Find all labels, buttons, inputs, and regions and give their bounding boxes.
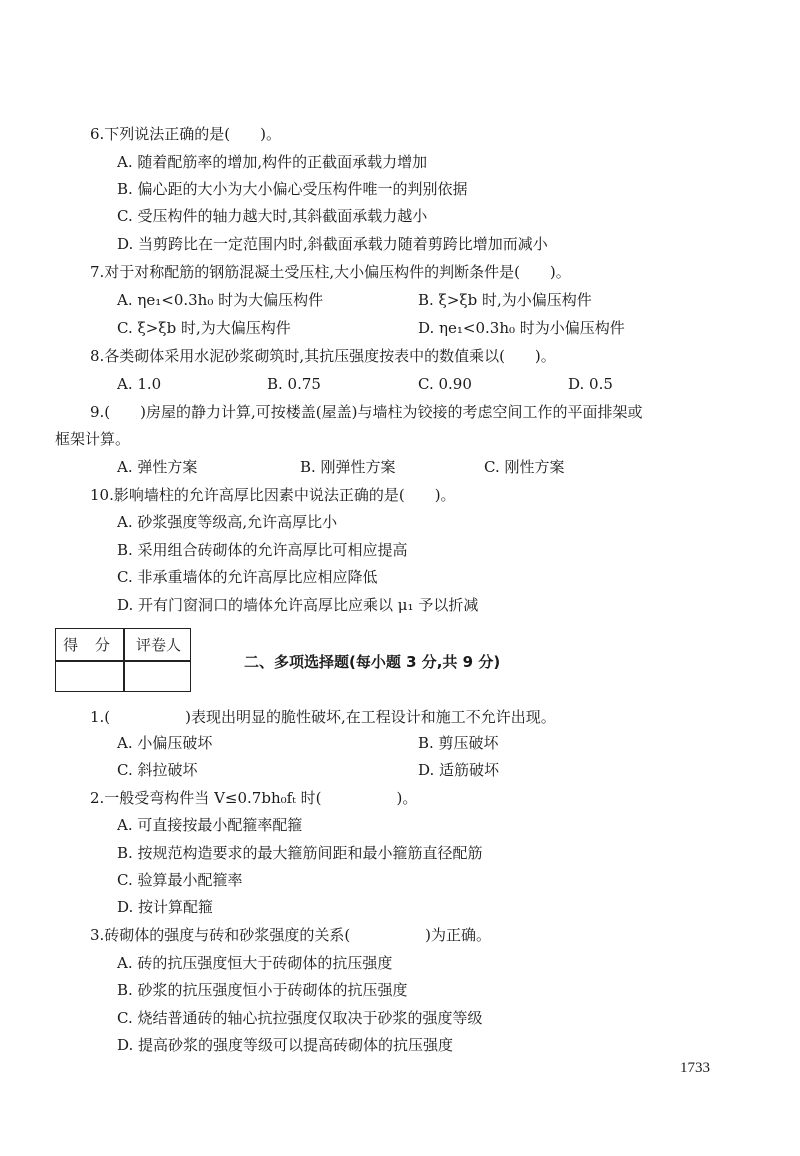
q8-option-b: B. 0.75 xyxy=(267,375,321,393)
q10-option-a: A. 砂浆强度等级高,允许高厚比小 xyxy=(117,513,338,531)
q7-option-d: D. ηe₁<0.3h₀ 时为小偏压构件 xyxy=(418,319,625,337)
mq1-option-b: B. 剪压破坏 xyxy=(418,734,499,752)
mq1-stem: 1.( )表现出明显的脆性破坏,在工程设计和施工不允许出现。 xyxy=(90,708,556,726)
q9-option-a: A. 弹性方案 xyxy=(117,458,198,476)
mq1-option-a: A. 小偏压破坏 xyxy=(117,734,213,752)
q6-option-a: A. 随着配筋率的增加,构件的正截面承载力增加 xyxy=(117,153,428,171)
mq2-stem: 2.一般受弯构件当 V≤0.7bh₀fₜ 时( )。 xyxy=(90,789,418,807)
mq3-option-a: A. 砖的抗压强度恒大于砖砌体的抗压强度 xyxy=(117,954,393,972)
q8-stem: 8.各类砌体采用水泥砂浆砌筑时,其抗压强度按表中的数值乘以( )。 xyxy=(90,347,556,365)
q8-option-d: D. 0.5 xyxy=(568,375,613,393)
grader-header: 评卷人 xyxy=(135,636,181,654)
q7-option-a: A. ηe₁<0.3h₀ 时为大偏压构件 xyxy=(117,291,324,309)
q6-option-c: C. 受压构件的轴力越大时,其斜截面承载力越小 xyxy=(117,207,428,225)
mq1-option-d: D. 适筋破坏 xyxy=(418,761,500,779)
q9-option-c: C. 刚性方案 xyxy=(484,458,565,476)
q6-option-d: D. 当剪跨比在一定范围内时,斜截面承载力随着剪跨比增加而减小 xyxy=(117,235,548,253)
q7-option-c: C. ξ>ξb 时,为大偏压构件 xyxy=(117,319,291,337)
table-divider-horizontal xyxy=(56,660,190,662)
section-title: 二、多项选择题(每小题 3 分,共 9 分) xyxy=(244,653,501,671)
q8-option-c: C. 0.90 xyxy=(418,375,472,393)
q7-stem: 7.对于对称配筋的钢筋混凝土受压柱,大小偏压构件的判断条件是( )。 xyxy=(90,263,571,281)
mq2-option-b: B. 按规范构造要求的最大箍筋间距和最小箍筋直径配筋 xyxy=(117,844,483,862)
q10-option-b: B. 采用组合砖砌体的允许高厚比可相应提高 xyxy=(117,541,408,559)
mq3-option-b: B. 砂浆的抗压强度恒小于砖砌体的抗压强度 xyxy=(117,981,408,999)
mq3-option-d: D. 提高砂浆的强度等级可以提高砖砌体的抗压强度 xyxy=(117,1036,454,1054)
q9-option-b: B. 刚弹性方案 xyxy=(300,458,396,476)
mq3-option-c: C. 烧结普通砖的轴心抗拉强度仅取决于砂浆的强度等级 xyxy=(117,1009,483,1027)
mq2-option-d: D. 按计算配箍 xyxy=(117,898,214,916)
q10-option-c: C. 非承重墙体的允许高厚比应相应降低 xyxy=(117,568,378,586)
q6-stem: 6.下列说法正确的是( )。 xyxy=(90,125,282,143)
q10-stem: 10.影响墙柱的允许高厚比因素中说法正确的是( )。 xyxy=(90,486,456,504)
page-number: 1733 xyxy=(680,1060,710,1076)
mq1-option-c: C. 斜拉破坏 xyxy=(117,761,198,779)
q10-option-d: D. 开有门窗洞口的墙体允许高厚比应乘以 μ₁ 予以折减 xyxy=(117,596,479,614)
mq3-stem: 3.砖砌体的强度与砖和砂浆强度的关系( )为正确。 xyxy=(90,926,492,944)
q8-option-a: A. 1.0 xyxy=(117,375,162,393)
mq2-option-a: A. 可直接按最小配箍率配箍 xyxy=(117,816,303,834)
q7-option-b: B. ξ>ξb 时,为小偏压构件 xyxy=(418,291,592,309)
score-table xyxy=(55,628,191,692)
mq2-option-c: C. 验算最小配箍率 xyxy=(117,871,243,889)
q6-option-b: B. 偏心距的大小为大小偏心受压构件唯一的判别依据 xyxy=(117,180,468,198)
q9-stem-line1: 9.( )房屋的静力计算,可按楼盖(屋盖)与墙柱为铰接的考虑空间工作的平面排架或 xyxy=(90,403,643,421)
q9-stem-line2: 框架计算。 xyxy=(55,430,131,448)
score-header: 得 分 xyxy=(63,636,116,654)
